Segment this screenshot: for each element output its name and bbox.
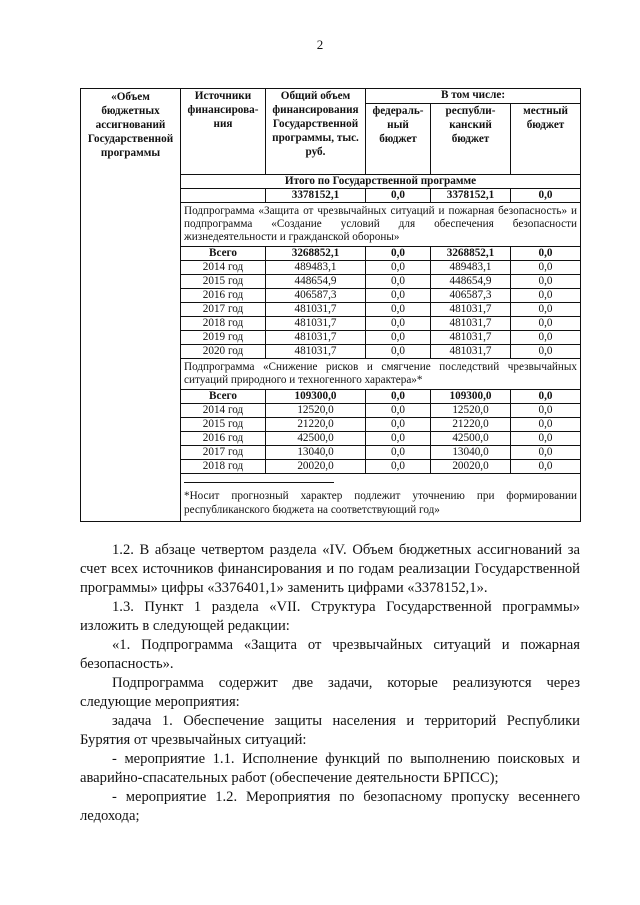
value-cell: 0,0: [366, 275, 431, 289]
budget-table: [80, 88, 581, 522]
value-cell: 0,0: [511, 247, 581, 261]
value-cell: 481031,7: [431, 331, 511, 345]
header-including: В том числе:: [366, 89, 581, 104]
value-cell: 0,0: [366, 418, 431, 432]
value-cell: 0,0: [366, 331, 431, 345]
value-cell: 0,0: [366, 345, 431, 359]
paragraph: - мероприятие 1.1. Исполнение функций по выполнению поисковых и аварийно-спасательных работ (обеспечение деятельности БРПСС);: [80, 751, 580, 786]
value-cell: 0,0: [366, 446, 431, 460]
footnote-text: *Носит прогнозный характер подлежит уточнению при формировании республиканского бюджета на соответствующий год»: [184, 490, 577, 516]
header-total-volume: Общий объем финансирования Государственной программы, тыс. руб.: [266, 89, 366, 175]
subprogram-title: Подпрограмма «Защита от чрезвычайных ситуаций и пожарная безопасность» и подпрограмма «Создание условий для обеспечения безопасности жизнедеятельности и гражданской обороны»: [181, 203, 581, 247]
value-cell: 12520,0: [266, 404, 366, 418]
header-local: местный бюджет: [511, 104, 581, 175]
value-cell: 481031,7: [266, 331, 366, 345]
row-label: Всего: [181, 390, 266, 404]
row-label: 2020 год: [181, 345, 266, 359]
value-cell: 13040,0: [266, 446, 366, 460]
subprogram-title: Подпрограмма «Снижение рисков и смягчение последствий чрезвычайных ситуаций природного и техногенного характера»*: [181, 359, 581, 390]
row-label: 2018 год: [181, 317, 266, 331]
value-cell: 0,0: [511, 418, 581, 432]
row-label: 2015 год: [181, 418, 266, 432]
paragraph: задача 1. Обеспечение защиты населения и территорий Республики Бурятия от чрезвычайных ситуаций:: [80, 713, 580, 748]
row-label: 2018 год: [181, 460, 266, 474]
value-cell: 21220,0: [266, 418, 366, 432]
value-cell: 0,0: [366, 303, 431, 317]
value-cell: 0,0: [511, 189, 581, 203]
value-cell: 0,0: [366, 189, 431, 203]
value-cell: 0,0: [511, 317, 581, 331]
value-cell: 448654,9: [431, 275, 511, 289]
value-cell: 109300,0: [266, 390, 366, 404]
row-label: 2019 год: [181, 331, 266, 345]
value-cell: 0,0: [511, 345, 581, 359]
row-label: 2014 год: [181, 404, 266, 418]
value-cell: 0,0: [511, 432, 581, 446]
value-cell: 0,0: [511, 303, 581, 317]
value-cell: 0,0: [366, 247, 431, 261]
footnote-divider: [184, 482, 334, 483]
paragraph: «1. Подпрограмма «Защита от чрезвычайных ситуаций и пожарная безопасность».: [80, 637, 580, 672]
program-total-title: Итого по Государственной программе: [181, 175, 581, 189]
value-cell: 3378152,1: [431, 189, 511, 203]
value-cell: 481031,7: [266, 345, 366, 359]
value-cell: 0,0: [511, 275, 581, 289]
value-cell: 42500,0: [431, 432, 511, 446]
value-cell: 109300,0: [431, 390, 511, 404]
value-cell: 0,0: [366, 390, 431, 404]
paragraph: - мероприятие 1.2. Мероприятия по безопасному пропуску весеннего ледохода;: [80, 789, 580, 824]
row-label: Всего: [181, 247, 266, 261]
value-cell: 0,0: [366, 460, 431, 474]
value-cell: 481031,7: [266, 303, 366, 317]
paragraph: Подпрограмма содержит две задачи, которые реализуются через следующие мероприятия:: [80, 675, 580, 710]
value-cell: 13040,0: [431, 446, 511, 460]
value-cell: 448654,9: [266, 275, 366, 289]
paragraph: 1.3. Пункт 1 раздела «VII. Структура Государственной программы» изложить в следующей редакции:: [80, 599, 580, 634]
value-cell: 20020,0: [431, 460, 511, 474]
header-sources: Источники финансирова-ния: [181, 89, 266, 175]
value-cell: 0,0: [511, 404, 581, 418]
value-cell: 489483,1: [266, 261, 366, 275]
value-cell: 3268852,1: [266, 247, 366, 261]
value-cell: 481031,7: [431, 303, 511, 317]
row-label: 2015 год: [181, 275, 266, 289]
row-label: 2017 год: [181, 446, 266, 460]
page-number: 2: [316, 37, 324, 52]
value-cell: 0,0: [366, 404, 431, 418]
value-cell: 481031,7: [431, 317, 511, 331]
row-label: 2014 год: [181, 261, 266, 275]
value-cell: 406587,3: [431, 289, 511, 303]
value-cell: 0,0: [511, 261, 581, 275]
value-cell: 0,0: [366, 432, 431, 446]
paragraph: 1.2. В абзаце четвертом раздела «IV. Объем бюджетных ассигнований за счет всех источников финансирования и по годам реализации Государственной программы» цифры «3376401,1» заменить цифрами «3378152,1».: [80, 542, 580, 596]
value-cell: 481031,7: [431, 345, 511, 359]
row-label: 2016 год: [181, 289, 266, 303]
value-cell: 12520,0: [431, 404, 511, 418]
body-text: [80, 541, 580, 826]
value-cell: 0,0: [511, 390, 581, 404]
header-republican: республи-канский бюджет: [431, 104, 511, 175]
value-cell: 406587,3: [266, 289, 366, 303]
row-label: 2017 год: [181, 303, 266, 317]
value-cell: 3378152,1: [266, 189, 366, 203]
value-cell: 21220,0: [431, 418, 511, 432]
value-cell: 481031,7: [266, 317, 366, 331]
footnote-cell: [181, 474, 581, 522]
row-label: 2016 год: [181, 432, 266, 446]
row-label: [181, 189, 266, 203]
value-cell: 0,0: [511, 289, 581, 303]
value-cell: 0,0: [366, 317, 431, 331]
header-federal: федераль-ный бюджет: [366, 104, 431, 175]
value-cell: 489483,1: [431, 261, 511, 275]
value-cell: 0,0: [366, 289, 431, 303]
value-cell: 0,0: [511, 446, 581, 460]
value-cell: 0,0: [366, 261, 431, 275]
value-cell: 42500,0: [266, 432, 366, 446]
value-cell: 3268852,1: [431, 247, 511, 261]
value-cell: 0,0: [511, 331, 581, 345]
value-cell: 20020,0: [266, 460, 366, 474]
value-cell: 0,0: [511, 460, 581, 474]
table-label-cell: «Объем бюджетных ассигнований Государственной программы: [81, 89, 181, 522]
